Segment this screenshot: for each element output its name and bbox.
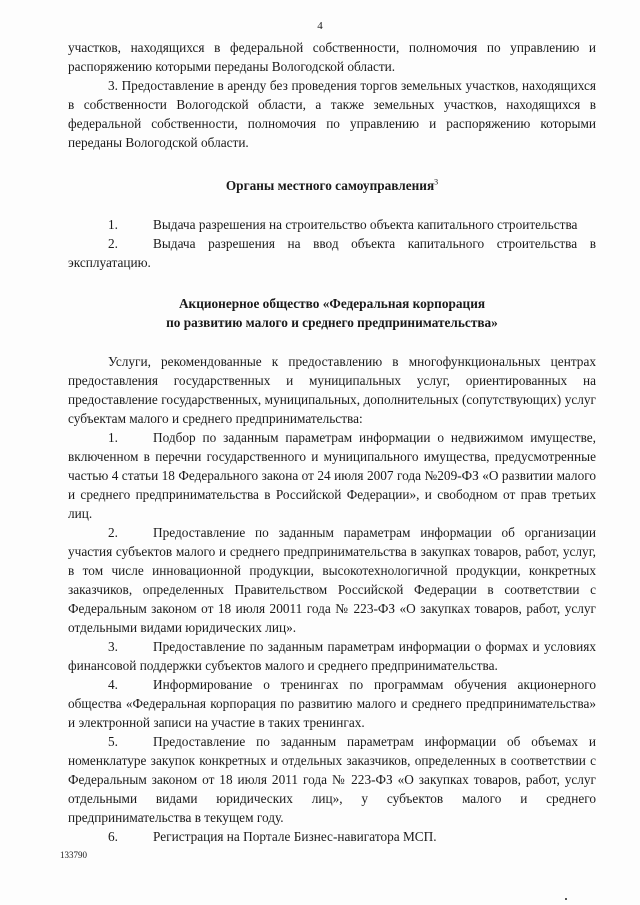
list-item-text: Выдача разрешения на строительство объекта капитального строительства — [153, 217, 578, 232]
list-item-text: Подбор по заданным параметрам информации о недвижимом имуществе, включенном в перечни государственного и муниципального имущества, предусмотренные частью 4 статьи 18 Федерального закона от 24 июля 2007 года №209-ФЗ «О развитии малого и среднего предпринимательства в Российской Федерации», и свободном от прав третьих лиц. — [68, 430, 596, 521]
list-item-number: 4. — [108, 677, 118, 692]
section-intro: Услуги, рекомендованные к предоставлению в многофункциональных центрах предоставления государственных и муниципальных услуг, ориентированных на предоставление государственных, муниципальных, дополнительных (сопутствующих) услуг субъектам малого и среднего предпринимательства: — [68, 354, 596, 426]
list-item — [68, 827, 596, 846]
section-heading-text: Органы местного самоуправления — [225, 178, 435, 193]
list-item — [68, 234, 596, 272]
list-item-text: Предоставление по заданным параметрам информации об организации участия субъектов малого и среднего предпринимательства в закупках товаров, работ, услуг, в том числе инновационной продукции, высокотехнологичной продукции, конкретных заказчиков, определенных Правительством Российской Федерации в соответствии с Федеральным законом от 18 июля 20011 года № 223-ФЗ «О закупках товаров, работ, услуг отдельными видами юридических лиц». — [68, 525, 596, 635]
list-item-text: Предоставление по заданным параметрам информации об объемах и номенклатуре закупок конкретных и отдельных заказчиков, определенных в соответствии с Федеральным законом от 18 июля 2011 года № 223-ФЗ «О закупках товаров, работ, услуг отдельными видами юридических лиц», у субъектов малого и среднего предпринимательства в текущем году. — [68, 734, 596, 825]
list-item-number: 1. — [108, 430, 118, 445]
page-number: 4 — [317, 20, 323, 32]
list-item-text: Выдача разрешения на ввод объекта капитального строительства в эксплуатацию. — [68, 236, 596, 270]
list-item-number: 2. — [108, 525, 118, 540]
document-code: 133790 — [60, 850, 87, 860]
list-item-number: 5. — [108, 734, 118, 749]
section-heading-local-government — [68, 176, 596, 195]
list-item-number: 3. — [108, 639, 118, 654]
list-item — [68, 428, 596, 523]
list-item-text: Информирование о тренингах по программам обучения акционерного общества «Федеральная корпорация по развитию малого и среднего предпринимательства» и электронной записи на участие в таких тренингах. — [68, 677, 596, 730]
document-body — [68, 38, 596, 846]
section-heading-line-1: Акционерное общество «Федеральная корпорация — [178, 296, 486, 311]
intro-paragraph-1: участков, находящихся в федеральной собственности, полномочия по управлению и распоряжению которыми переданы Вологодской области. — [68, 40, 596, 74]
list-item — [68, 523, 596, 637]
list-item — [68, 637, 596, 675]
list-item — [68, 675, 596, 732]
list-item-number: 2. — [108, 236, 118, 251]
list-item-number: 1. — [108, 217, 118, 232]
scan-speck — [565, 898, 567, 900]
section-heading-line-2: по развитию малого и среднего предпринимательства» — [166, 315, 498, 330]
list-item — [68, 732, 596, 827]
list-item-text: Предоставление по заданным параметрам информации о формах и условиях финансовой поддержки субъектов малого и среднего предпринимательства. — [68, 639, 596, 673]
list-item-number: 6. — [108, 829, 118, 844]
section-heading-corporation — [68, 294, 596, 332]
list-item — [68, 215, 596, 234]
list-item-text: Регистрация на Портале Бизнес-навигатора МСП. — [153, 829, 437, 844]
footnote-mark: 3 — [434, 177, 439, 187]
intro-paragraph-2: 3. Предоставление в аренду без проведения торгов земельных участков, находящихся в собственности Вологодской области, а также земельных участков, находящихся в федеральной собственности, полномочия по управлению и распоряжению которыми переданы Вологодской области. — [68, 78, 596, 150]
